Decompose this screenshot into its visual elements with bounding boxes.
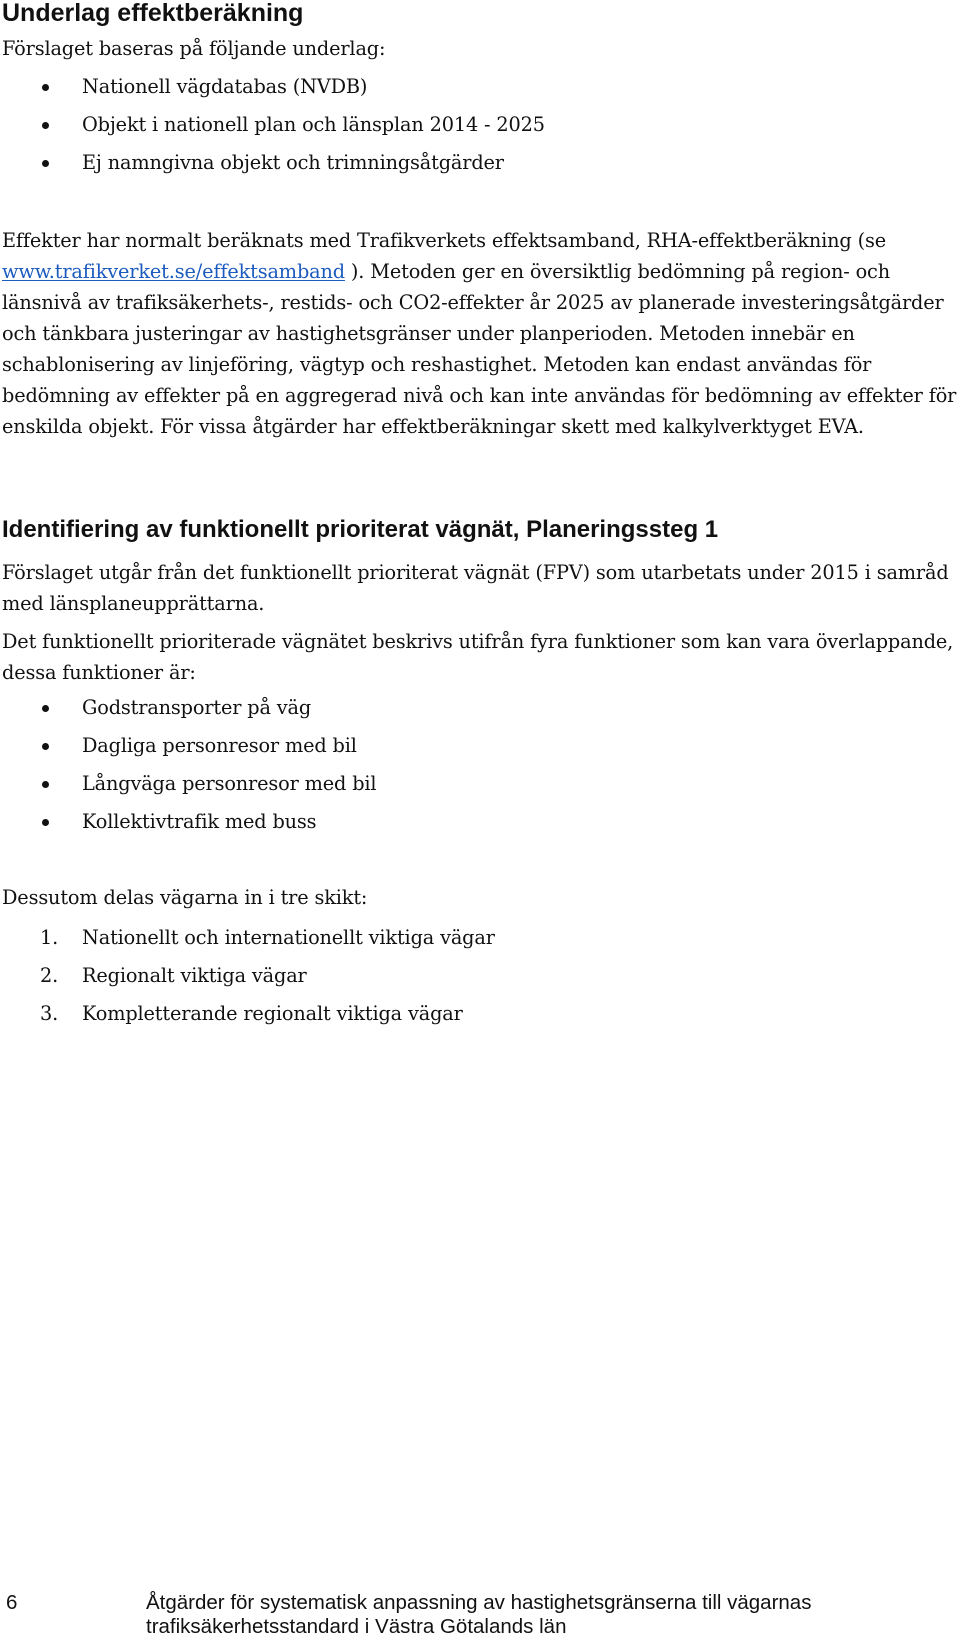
footer-document-title: Åtgärder för systematisk anpassning av hastighetsgränserna till vägarnas trafiksäkerhetsstandard i Västra Götalands län	[146, 1591, 812, 1638]
source-list-item	[0, 71, 940, 109]
functions-list-item	[0, 730, 940, 768]
bullet-icon	[42, 160, 49, 167]
road-tier-label: Regionalt viktiga vägar	[82, 964, 307, 987]
functions-list	[0, 692, 940, 844]
page-footer	[0, 1588, 960, 1640]
bullet-icon	[42, 84, 49, 91]
fpv-functions-paragraph: Det funktionellt prioriterade vägnätet beskrivs utifrån fyra funktioner som kan vara överlappande, dessa funktioner är:	[2, 630, 954, 684]
functions-list-item	[0, 806, 940, 844]
bullet-icon	[42, 819, 49, 826]
source-list	[0, 71, 940, 185]
road-tier-list-item	[0, 960, 940, 998]
road-tier-list-item	[0, 998, 940, 1036]
functions-list-item-text: Långväga personresor med bil	[82, 772, 377, 795]
road-tier-list	[0, 922, 940, 1036]
functions-list-item-text: Godstransporter på väg	[82, 696, 312, 719]
source-list-item-text: Objekt i nationell plan och länsplan 2014 - 2025	[82, 113, 545, 136]
bullet-icon	[42, 705, 49, 712]
road-tier-label: Nationellt och internationellt viktiga vägar	[82, 926, 495, 949]
page-number: 6	[6, 1591, 18, 1614]
functions-list-item-text: Kollektivtrafik med buss	[82, 810, 317, 833]
road-tier-list-item	[0, 922, 940, 960]
road-tier-number: 2.	[40, 964, 59, 987]
source-list-item-text: Ej namngivna objekt och trimningsåtgärder	[82, 151, 504, 174]
effect-text-before-link: Effekter har normalt beräknats med Trafikverkets effektsamband, RHA-effektberäkning (se	[2, 229, 886, 252]
source-list-item	[0, 147, 940, 185]
road-tier-number: 1.	[40, 926, 59, 949]
functions-list-item	[0, 768, 940, 806]
fpv-intro-paragraph: Förslaget utgår från det funktionellt prioriterat vägnät (FPV) som utarbetats under 2015 i samråd med länsplaneupprättarna.	[2, 561, 949, 615]
section-title-functional-road-network: Identifiering av funktionellt prioriterat vägnät, Planeringssteg 1	[2, 516, 719, 543]
bullet-icon	[42, 781, 49, 788]
section-intro-text: Förslaget baseras på följande underlag:	[2, 37, 386, 60]
functions-list-item	[0, 692, 940, 730]
source-list-item	[0, 109, 940, 147]
effect-text-after-link: ). Metoden ger en översiktlig bedömning på region- och länsnivå av trafiksäkerhets-, restids- och CO2-effekter år 2025 av planerade investeringsåtgärder och tänkbara justeringar av hastighetsgränser under planperioden. Metoden innebär en schablonisering av linjeföring, vägtyp och reshastighet. Metoden kan endast användas för bedömning av effekter på en aggregerad nivå och kan inte användas för bedömning av effekter för enskilda objekt. För vissa åtgärder har effektberäkningar skett med kalkylverktyget EVA.	[2, 260, 957, 438]
effect-calculation-paragraph	[2, 225, 957, 442]
source-list-item-text: Nationell vägdatabas (NVDB)	[82, 75, 368, 98]
road-tier-label: Kompletterande regionalt viktiga vägar	[82, 1002, 463, 1025]
bullet-icon	[42, 743, 49, 750]
effektsamband-link[interactable]: www.trafikverket.se/effektsamband	[2, 260, 345, 283]
bullet-icon	[42, 122, 49, 129]
road-tiers-intro: Dessutom delas vägarna in i tre skikt:	[2, 886, 368, 909]
section-title-underlag-effektberakning: Underlag effektberäkning	[2, 0, 304, 27]
road-tier-number: 3.	[40, 1002, 59, 1025]
functions-list-item-text: Dagliga personresor med bil	[82, 734, 357, 757]
